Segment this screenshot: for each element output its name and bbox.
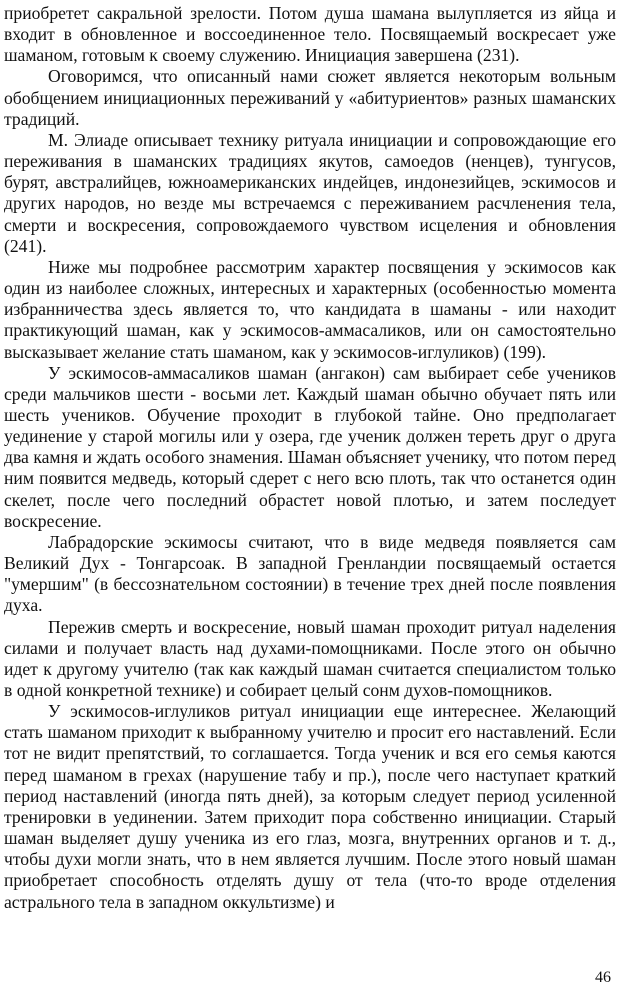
- paragraph: Оговоримся, что описанный нами сюжет является некоторым вольным обобщением инициационных переживаний у «абитуриентов» разных шаманских традиций.: [4, 66, 616, 129]
- paragraph: М. Элиаде описывает технику ритуала инициации и сопровождающие его переживания в шаманских традициях якутов, самоедов (ненцев), тунгусов, бурят, австралийцев, южноамериканских индейцев, индонезийцев, эскимосов и других народов, но везде мы встречаемся с переживанием расчленения тела, смерти и воскресения, сопровождаемого чувством исцеления и обновления (241).: [4, 129, 616, 256]
- paragraph: У эскимосов-иглуликов ритуал инициации еще интереснее. Желающий стать шаманом приходит к выбранному учителю и просит его наставлений. Если тот не видит препятствий, то соглашается. Тогда ученик и вся его семья каются перед шаманом в грехах (нарушение табу и пр.), после чего наступает краткий период наставлений (иногда пять дней), за которым следует период усиленной тренировки в уединении. Затем приходит пора собственно инициации. Старый шаман выделяет душу ученика из его глаз, мозга, внутренних органов и т. д., чтобы духи могли знать, что в нем является лучшим. После этого новый шаман приобретает способность отделять душу от тела (что-то вроде отделения астрального тела в западном оккультизме) и: [4, 701, 616, 912]
- page-number: 46: [595, 969, 611, 986]
- paragraph: Ниже мы подробнее рассмотрим характер посвящения у эскимосов как один из наиболее сложных, интересных и характерных (особенностью момента избранничества здесь является то, что кандидата в шаманы - или находит практикующий шаман, как у эскимосов-аммасаликов, или он самостоятельно высказывает желание стать шаманом, как у эскимосов-иглуликов) (199).: [4, 256, 616, 362]
- paragraph: Пережив смерть и воскресение, новый шаман проходит ритуал наделения силами и получает власть над духами-помощниками. После этого он обычно идет к другому учителю (так как каждый шаман считается специалистом только в одной конкретной технике) и собирает целый сонм духов-помощников.: [4, 616, 616, 700]
- paragraph: приобретет сакральной зрелости. Потом душа шамана вылупляется из яйца и входит в обновленное и воссоединенное тело. Посвящаемый воскресает уже шаманом, готовым к своему служению. Инициация завершена (231).: [4, 3, 616, 66]
- page-body: [4, 3, 616, 913]
- paragraph: Лабрадорские эскимосы считают, что в виде медведя появляется сам Великий Дух - Тонгарсоак. В западной Гренландии посвящаемый остается "умершим" (в бессознательном состоянии) в течение трех дней после появления духа.: [4, 531, 616, 616]
- paragraph: У эскимосов-аммасаликов шаман (ангакон) сам выбирает себе учеников среди мальчиков шести - восьми лет. Каждый шаман обычно обучает пять или шесть учеников. Обучение проходит в глубокой тайне. Оно предполагает уединение у старой могилы или у озера, где ученик должен тереть друг о друга два камня и ждать особого знамения. Шаман объясняет ученику, что потом перед ним появится медведь, который сдерет с него всю плоть, так что останется один скелет, после чего последний обрастет новой плотью, и затем последует воскресение.: [4, 362, 616, 531]
